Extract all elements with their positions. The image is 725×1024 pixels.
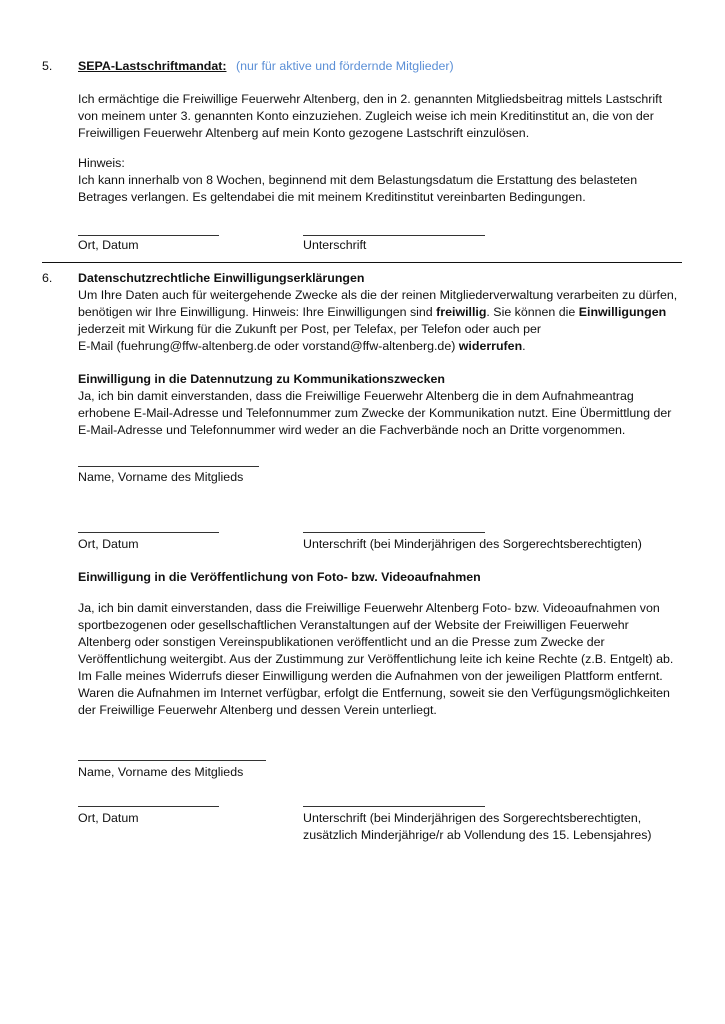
place-date-label: Ort, Datum — [78, 238, 139, 252]
signature-line[interactable] — [303, 806, 485, 807]
section-5-paragraph — [78, 91, 662, 142]
member-name-line[interactable] — [78, 760, 266, 761]
text: E-Mail (fuehrung@ffw-altenberg.de oder vorstand@ffw-altenberg.de) — [78, 339, 459, 353]
signature-line[interactable] — [303, 235, 485, 236]
text-line: Freiwilligen Feuerwehr Altenberg auf mein Konto gezogene Lastschrift einzulösen. — [78, 126, 530, 140]
text: benötigen wir Ihre Einwilligung. Hinweis: Ihre Einwilligungen sind — [78, 305, 437, 319]
place-date-signature-line[interactable] — [78, 235, 219, 236]
place-date-label: Ort, Datum — [78, 537, 139, 551]
guardian-minor-signature-label — [303, 810, 652, 844]
section-divider — [42, 262, 682, 263]
text: . — [522, 339, 526, 353]
text-line: Um Ihre Daten auch für weitergehende Zwecke als die der reinen Mitgliederverwaltung verarbeiten zu dürfen, — [78, 288, 678, 302]
text-line: Altenberg oder sonstigen Vereinspublikationen veröffentlicht und an die Presse zum Zwecke der — [78, 635, 605, 649]
text-line: von meinem unter 3. genannten Konto einzuziehen. Zugleich weise ich mein Kreditinstitut an, die von der — [78, 109, 654, 123]
bold-text: Einwilligungen — [578, 305, 667, 319]
member-name-line[interactable] — [78, 466, 259, 467]
place-date-signature-line[interactable] — [78, 806, 219, 807]
place-date-label: Ort, Datum — [78, 811, 139, 825]
text-line: E-Mail-Adresse und Telefonnummer wird weder an die Fachverbände noch an Dritte vorgenommen. — [78, 423, 626, 437]
text-line — [78, 338, 677, 355]
signature-label: Unterschrift — [303, 238, 367, 252]
bold-text: widerrufen — [458, 339, 523, 353]
section-5-number: 5. — [42, 59, 53, 73]
signature-line[interactable] — [303, 532, 485, 533]
section-5-subtitle: (nur für aktive und fördernde Mitglieder) — [236, 59, 454, 73]
section-5-note — [78, 172, 637, 206]
consent-photo-title: Einwilligung in die Veröffentlichung von Foto- bzw. Videoaufnahmen — [78, 570, 481, 584]
text-line: Ja, ich bin damit einverstanden, dass die Freiwillige Feuerwehr Altenberg Foto- bzw. Videoaufnahmen von — [78, 601, 660, 615]
text: . Sie können die — [486, 305, 579, 319]
consent-communication-title: Einwilligung in die Datennutzung zu Kommunikationszwecken — [78, 372, 445, 386]
text-line: sportbezogenen oder gesellschaftlichen Veranstaltungen auf der Website der Freiwilligen Feuerwehr — [78, 618, 629, 632]
member-name-label: Name, Vorname des Mitglieds — [78, 470, 244, 484]
text-line: Betrages verlangen. Es geltendabei die mit meinem Kreditinstitut vereinbarten Bedingungen. — [78, 190, 586, 204]
text-line: jederzeit mit Wirkung für die Zukunft per Post, per Telefax, per Telefon oder auch per — [78, 322, 542, 336]
text-line: Ich ermächtige die Freiwillige Feuerwehr Altenberg, den in 2. genannten Mitgliedsbeitrag mittels Lastschrift — [78, 92, 663, 106]
consent-communication-text — [78, 388, 671, 439]
text-line: Im Falle meines Widerrufs dieser Einwilligung werden die Aufnahmen von der jeweiligen Plattform entfernt. — [78, 669, 663, 683]
section-6-number: 6. — [42, 271, 53, 285]
guardian-signature-label: Unterschrift (bei Minderjährigen des Sorgerechtsberechtigten) — [303, 537, 642, 551]
section-5-title: SEPA-Lastschriftmandat: — [78, 59, 227, 73]
text-line: Ich kann innerhalb von 8 Wochen, beginnend mit dem Belastungsdatum die Erstattung des belasteten — [78, 173, 638, 187]
consent-photo-text — [78, 600, 673, 719]
text-line — [78, 304, 677, 321]
member-name-label: Name, Vorname des Mitglieds — [78, 765, 244, 779]
text-line: Veröffentlichung weitergibt. Aus der Zustimmung zur Veröffentlichung leite ich keine Rechte (z.B. Entgelt) ab. — [78, 652, 674, 666]
text-line: der Freiwillige Feuerwehr Altenberg und dessen Verein unterliegt. — [78, 703, 437, 717]
text-line: Waren die Aufnahmen im Internet verfügbar, erfolgt die Entfernung, soweit sie den Verfügungsmöglichkeiten — [78, 686, 670, 700]
text-line: Ja, ich bin damit einverstanden, dass die Freiwillige Feuerwehr Altenberg die in dem Aufnahmeantrag — [78, 389, 634, 403]
text-line: erhobene E-Mail-Adresse und Telefonnummer zum Zwecke der Kommunikation nutzt. Eine Übermittlung der — [78, 406, 672, 420]
section-6-title: Datenschutzrechtliche Einwilligungserklärungen — [78, 271, 365, 285]
section-6-intro — [78, 287, 677, 355]
bold-text: freiwillig — [436, 305, 487, 319]
text-line: zusätzlich Minderjährige/r ab Vollendung des 15. Lebensjahres) — [303, 828, 652, 842]
place-date-signature-line[interactable] — [78, 532, 219, 533]
section-5-note-label: Hinweis: — [78, 156, 125, 170]
text-line: Unterschrift (bei Minderjährigen des Sorgerechtsberechtigten, — [303, 811, 642, 825]
